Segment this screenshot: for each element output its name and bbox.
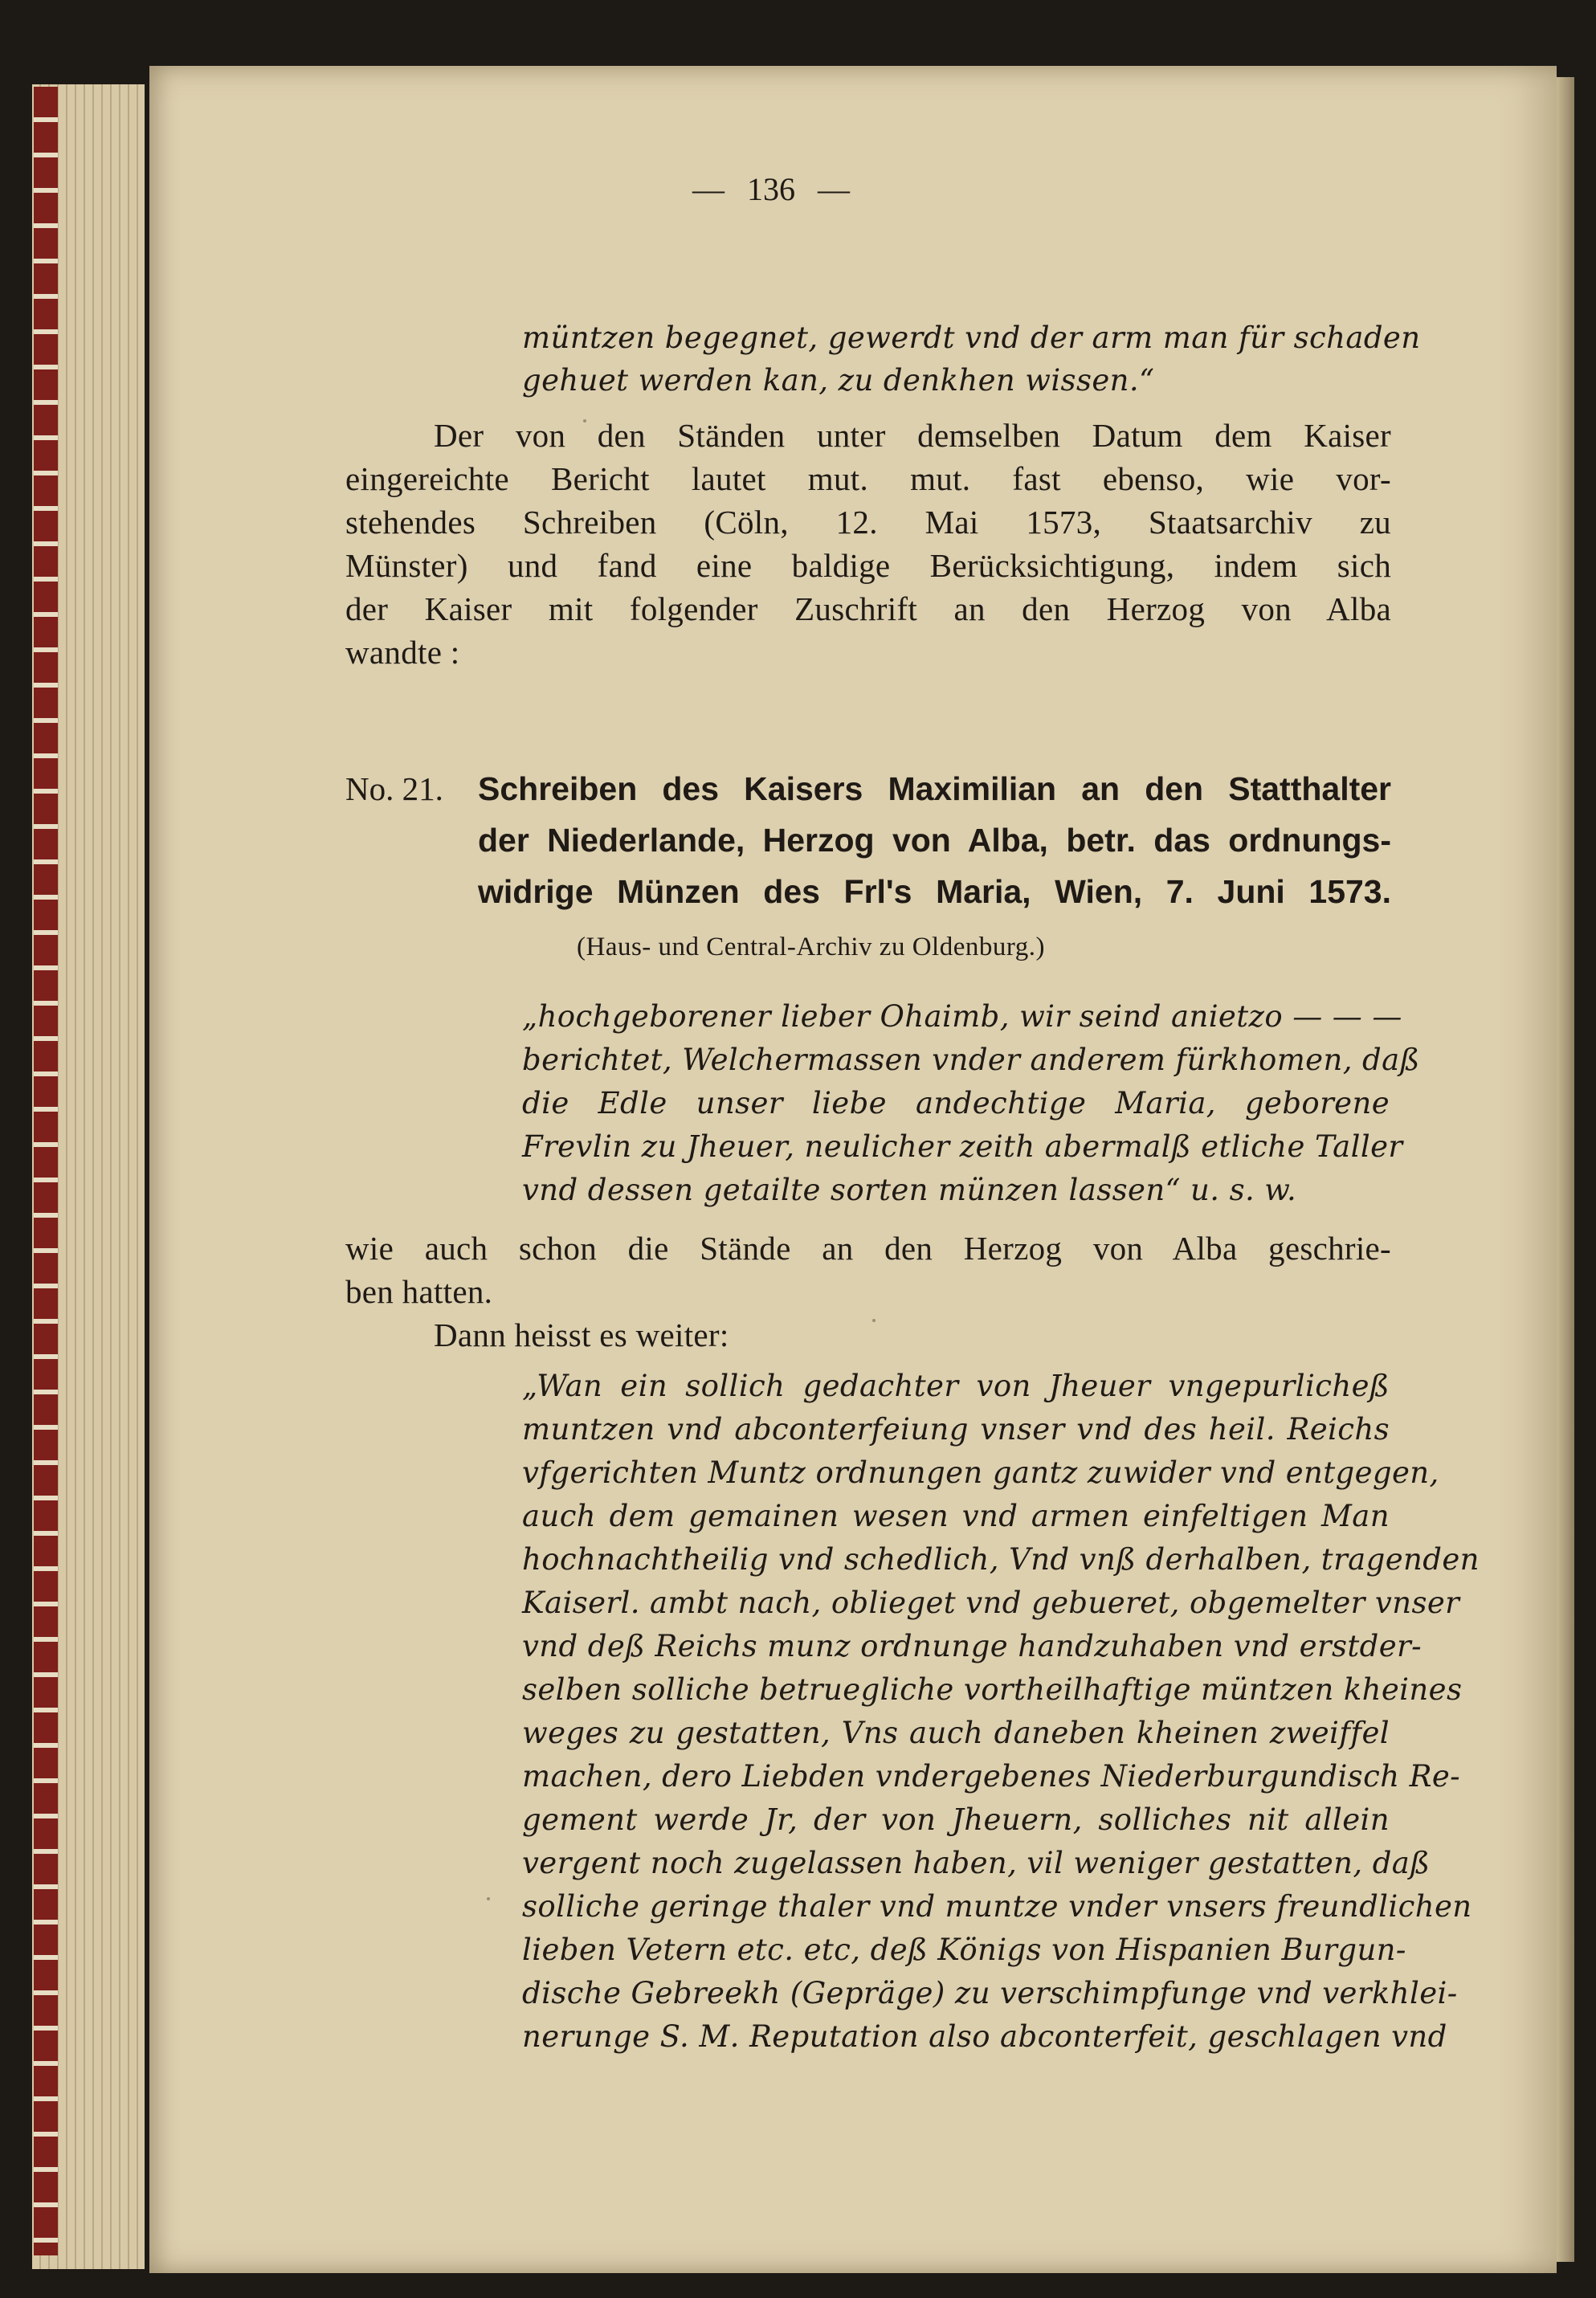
document-source: (Haus- und Central-Archiv zu Oldenburg.) — [577, 933, 1045, 961]
quote-line: berichtet, Welchermassen vnder anderem fürkhomen, daß — [522, 1043, 1420, 1077]
quote-line: Kaiserl. ambt nach, oblieget vnd gebueret, obgemelter vnser — [522, 1586, 1460, 1620]
paragraph-line: wie auch schon die Stände an den Herzog von Alba geschrie- — [345, 1230, 1391, 1267]
quote-line: dische Gebreekh (Gepräge) zu verschimpfunge vnd verkhlei- — [522, 1976, 1458, 2010]
quote-line: „hochgeborener lieber Ohaimb, wir seind anietzo — — — — [522, 999, 1402, 1034]
document-heading-line: widrige Münzen des Frl's Maria, Wien, 7. Juni 1573. — [478, 873, 1391, 910]
quote-line: vergent noch zugelassen haben, vil weniger gestatten, daß — [522, 1846, 1431, 1880]
quote-line: selben solliche betruegliche vortheilhaftige müntzen kheines — [522, 1672, 1463, 1707]
quote-line: vfgerichten Muntz ordnungen gantz zuwider vnd entgegen, — [522, 1455, 1439, 1490]
quote-line: machen, dero Liebden vndergebenes Niederburgundisch Re- — [522, 1759, 1461, 1794]
quote-line: Frevlin zu Jheuer, neulicher zeith abermalß etliche Taller — [522, 1129, 1403, 1164]
quote-line: gement werde Jr, der von Jheuern, solliches nit allein — [522, 1802, 1390, 1837]
paragraph-line: Der von den Ständen unter demselben Datum dem Kaiser — [434, 417, 1391, 454]
quote-line: vnd deß Reichs munz ordnunge handzuhaben vnd erstder- — [522, 1629, 1422, 1663]
paragraph-line: stehendes Schreiben (Cöln, 12. Mai 1573, Staatsarchiv zu — [345, 504, 1391, 541]
quote-line: vnd dessen getailte sorten münzen lassen“ u. s. w. — [522, 1173, 1297, 1207]
quote-line: muntzen vnd abconterfeiung vnser vnd des heil. Reichs — [522, 1412, 1390, 1447]
quote-line: die Edle unser liebe andechtige Maria, geborene — [522, 1086, 1390, 1120]
paragraph-line: eingereichte Bericht lautet mut. mut. fast ebenso, wie vor- — [345, 460, 1391, 497]
document-heading-line: Schreiben des Kaisers Maximilian an den Statthalter — [478, 770, 1391, 807]
quote-line: solliche geringe thaler vnd muntze vnder vnsers freundlichen — [522, 1889, 1472, 1924]
document-heading-line: der Niederlande, Herzog von Alba, betr. das ordnungs- — [478, 822, 1391, 859]
quote-line: lieben Vetern etc. etc, deß Königs von Hispanien Burgun- — [522, 1933, 1406, 1967]
page-number: — 136 — — [692, 171, 850, 207]
top-quote-line: gehuet werden kan, zu denkhen wissen.“ — [522, 363, 1155, 398]
paragraph-line: Münster) und fand eine baldige Berücksichtigung, indem sich — [345, 547, 1391, 584]
quote-line: auch dem gemainen wesen vnd armen einfeltigen Man — [522, 1499, 1390, 1533]
paragraph-line: wandte : — [345, 634, 460, 671]
quote-line: weges zu gestatten, Vns auch daneben kheinen zweiffel — [522, 1716, 1390, 1750]
paragraph-line: ben hatten. — [345, 1273, 493, 1310]
quote-line: nerunge S. M. Reputation also abconterfeit, geschlagen vnd — [522, 2019, 1447, 2054]
paragraph-line: der Kaiser mit folgender Zuschrift an den Herzog von Alba — [345, 590, 1391, 627]
paragraph-line: Dann heisst es weiter: — [434, 1316, 729, 1353]
quote-line: hochnachtheilig vnd schedlich, Vnd vnß derhalben, tragenden — [522, 1542, 1480, 1577]
quote-line: „Wan ein sollich gedachter von Jheuer vngepurlicheß — [522, 1369, 1390, 1403]
top-quote-line: müntzen begegnet, gewerdt vnd der arm man für schaden — [522, 320, 1421, 355]
document-number: No. 21. — [345, 770, 443, 807]
